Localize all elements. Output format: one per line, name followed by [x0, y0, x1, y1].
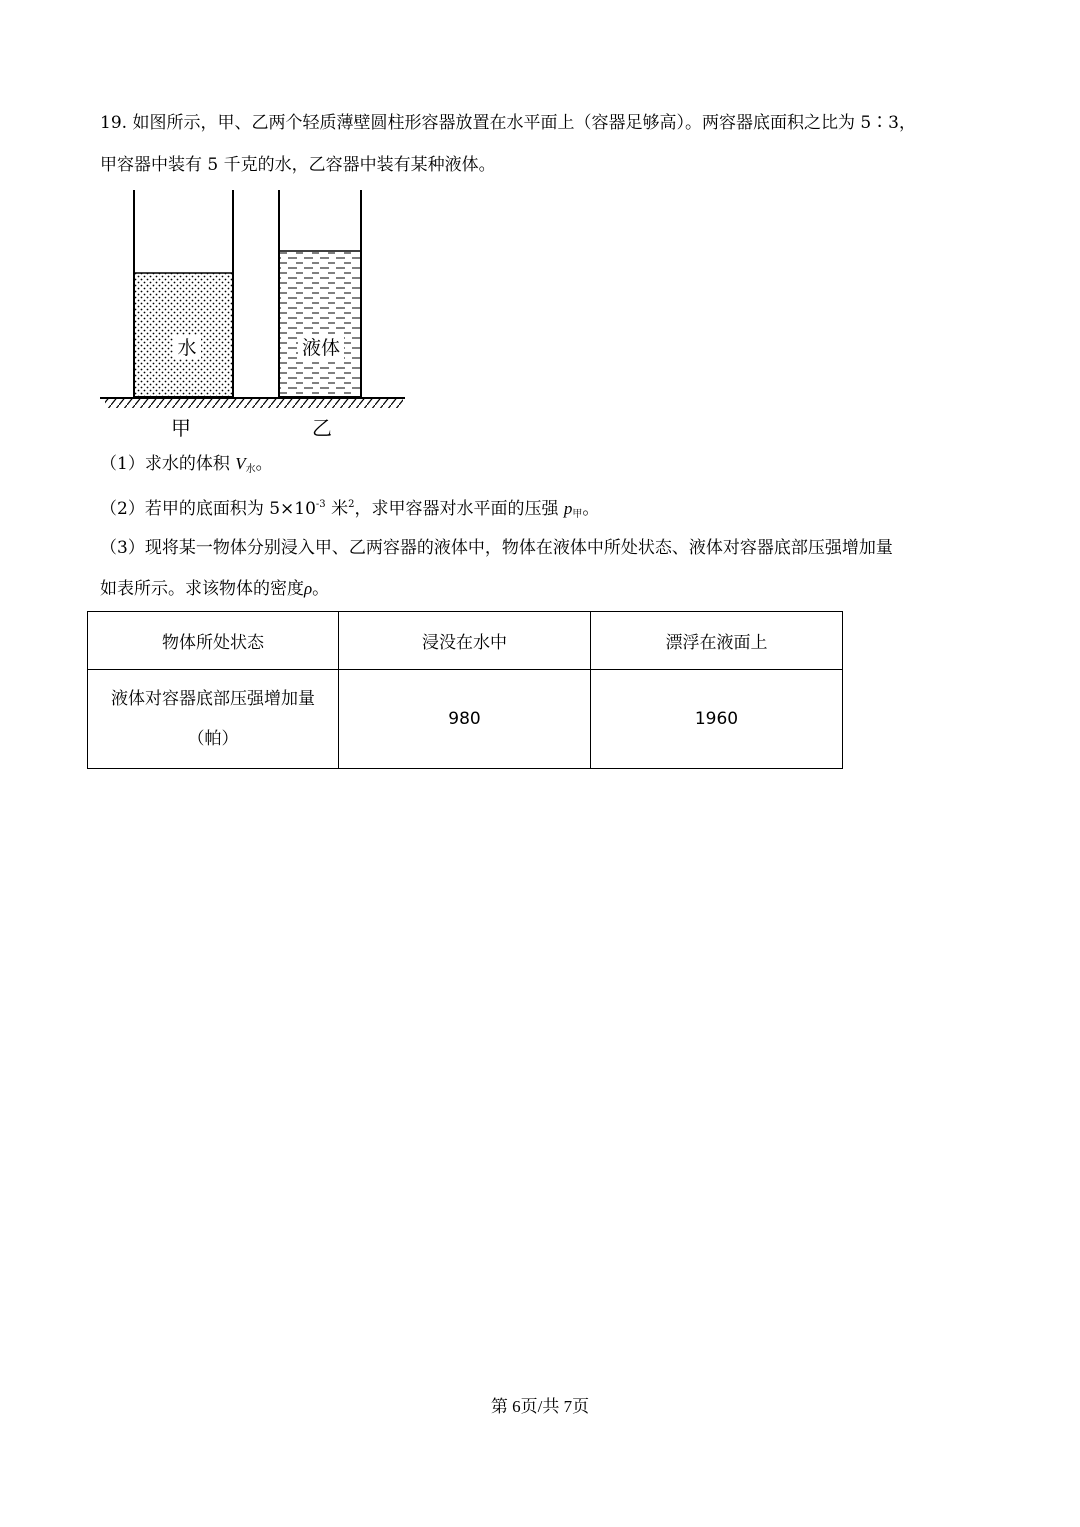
label-jia: 甲: [171, 416, 191, 440]
container-yi: [279, 190, 361, 398]
table-cell: 1960: [591, 670, 843, 769]
table-cell: 980: [339, 670, 591, 769]
table-row-label: [88, 670, 339, 769]
table-header-cell: 漂浮在液面上: [591, 612, 843, 670]
liquid-fill: [279, 251, 361, 398]
unit-exponent: 2: [348, 499, 355, 510]
containers-figure: [95, 185, 415, 445]
water-label: 水: [177, 337, 197, 359]
container-jia: [134, 190, 233, 398]
part-3-line-1: （3）现将某一物体分别浸入甲、乙两容器的液体中，物体在液体中所处状态、液体对容器底部压强增加量: [100, 538, 893, 558]
part-1-end: 。: [255, 454, 273, 474]
ground: [100, 398, 405, 408]
unit-text: 米: [325, 499, 349, 519]
exponent: -3: [315, 499, 326, 510]
volume-subscript: 水: [245, 464, 256, 475]
page-footer: 第 6页/共 7页: [490, 1397, 590, 1416]
liquid-label: 液体: [301, 337, 341, 359]
table-header-cell: 浸没在水中: [339, 612, 591, 670]
row-label-line-1: 液体对容器底部压强增加量: [111, 689, 315, 709]
part-2-text-2: ，求甲容器对水平面的压强: [354, 499, 564, 519]
part-1: [100, 453, 273, 481]
label-yi: 乙: [312, 416, 332, 440]
part-3-text: 如表所示。求该物体的密度: [100, 579, 304, 599]
part-2: [100, 494, 599, 526]
volume-symbol: V: [235, 454, 246, 473]
data-table: [87, 611, 843, 769]
table-header-cell: 物体所处状态: [88, 612, 339, 670]
density-symbol: ρ: [304, 579, 313, 598]
part-2-end: 。: [582, 499, 600, 519]
question-line-1: 19. 如图所示，甲、乙两个轻质薄壁圆柱形容器放置在水平面上（容器足够高）。两容器底面积之比为 5∶3，: [100, 113, 916, 133]
part-2-text: （2）若甲的底面积为 5×10: [100, 499, 316, 519]
pressure-subscript: 甲: [572, 509, 583, 520]
question-line-2: 甲容器中装有 5 千克的水，乙容器中装有某种液体。: [100, 155, 496, 175]
pressure-symbol: p: [563, 499, 573, 518]
part-3-line-2: [100, 578, 329, 600]
row-label-line-2: （帕）: [187, 729, 239, 749]
table-row: [88, 670, 843, 769]
part-1-text: （1）求水的体积: [100, 454, 236, 474]
table-header-row: [88, 612, 843, 670]
part-3-end: 。: [312, 579, 330, 599]
